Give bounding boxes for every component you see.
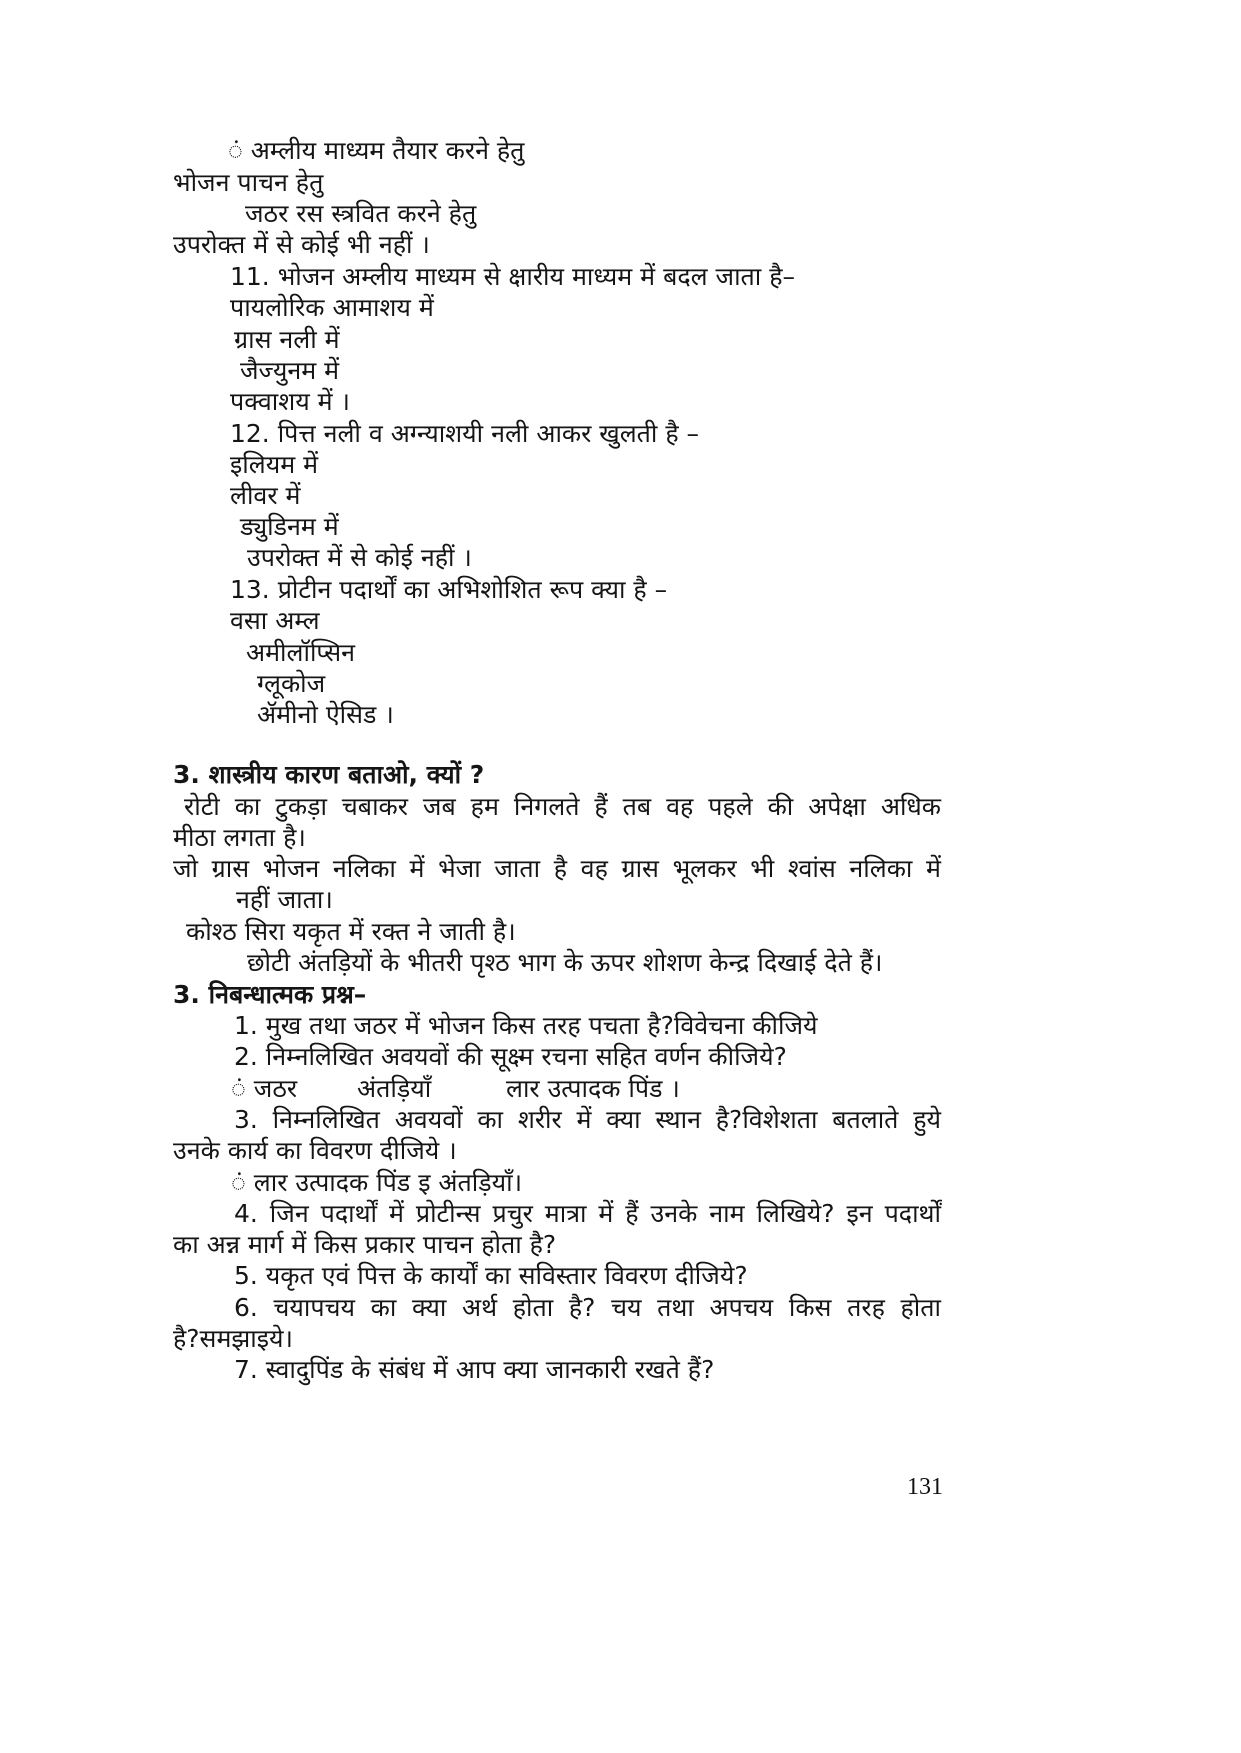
- essay-q3-parts: ं लार उत्पादक पिंड इ अंतड़ियाँ।: [231, 1168, 523, 1197]
- q11-option-a: पायलोरिक आमाशय में: [230, 293, 434, 322]
- essay-q4-line1: 4. जिन पदार्थों में प्रोटीन्स प्रचुर मात्रा में हैं उनके नाम लिखिये? इन पदार्थों: [234, 1199, 941, 1228]
- q13-option-c: ग्लूकोज: [257, 669, 326, 698]
- essay-q4-line2: का अन्न मार्ग में किस प्रकार पाचन होता है?: [173, 1230, 557, 1259]
- q10-option-a: ं अम्लीय माध्यम तैयार करने हेतु: [228, 136, 525, 165]
- q12-option-a: इलियम में: [230, 450, 319, 479]
- q13-option-b: अमीलॉप्सिन: [246, 638, 356, 667]
- essay-q2-part-b: अंतड़ियाँ: [357, 1074, 432, 1103]
- q11-question: 11. भोजन अम्लीय माध्यम से क्षारीय माध्यम में बदल जाता है–: [230, 262, 796, 291]
- essay-q2-part-a: ं जठर: [231, 1074, 298, 1103]
- essay-q7: 7. स्वादुपिंड के संबंध में आप क्या जानकारी रखते हैं?: [234, 1355, 715, 1384]
- essay-q3-line1: 3. निम्नलिखित अवयवों का शरीर में क्या स्थान है?विशेशता बतलाते हुये: [234, 1105, 941, 1134]
- q10-option-d: उपरोक्त में से कोई भी नहीं ।: [173, 230, 430, 259]
- reason-2-line1: जो ग्रास भोजन नलिका में भेजा जाता है वह ग्रास भूलकर भी श्वांस नलिका में: [173, 854, 941, 883]
- q13-option-a: वसा अम्ल: [230, 606, 320, 635]
- q11-option-d: पक्वाशय में ।: [230, 387, 351, 416]
- reason-3: कोश्ठ सिरा यकृत में रक्त ने जाती है।: [186, 917, 516, 946]
- essay-q6-line1: 6. चयापचय का क्या अर्थ होता है? चय तथा अपचय किस तरह होता: [234, 1293, 941, 1322]
- q13-question: 13. प्रोटीन पदार्थों का अभिशोशित रूप क्या है –: [230, 575, 668, 604]
- essay-q3-line2: उनके कार्य का विवरण दीजिये ।: [173, 1136, 457, 1165]
- page-number: 131: [907, 1474, 943, 1500]
- q11-option-c: जैज्युनम में: [240, 356, 340, 385]
- reason-1-line1: रोटी का टुकड़ा चबाकर जब हम निगलते हैं तब वह पहले की अपेक्षा अधिक: [184, 792, 941, 821]
- q12-option-c: ड्युडिनम में: [240, 512, 339, 541]
- reason-2-line2: नहीं जाता।: [236, 885, 333, 914]
- q12-question: 12. पित्त नली व अग्न्याशयी नली आकर खुलती है –: [230, 419, 700, 448]
- reasons-heading: 3. शास्त्रीय कारण बताओ, क्यों ?: [173, 760, 485, 789]
- q12-option-b: लीवर में: [230, 481, 301, 510]
- q10-option-c: जठर रस स्त्रवित करने हेतु: [245, 199, 477, 228]
- reason-4: छोटी अंतड़ियों के भीतरी पृश्ठ भाग के ऊपर शोशण केन्द्र दिखाई देते हैं।: [247, 948, 883, 977]
- q12-option-d: उपरोक्त में से कोई नहीं ।: [247, 543, 472, 572]
- reason-1-line2: मीठा लगता है।: [173, 823, 306, 852]
- q13-option-d: ॲमीनो ऐसिड ।: [257, 700, 394, 729]
- essay-q6-line2: है?समझाइये।: [173, 1324, 294, 1353]
- q11-option-b: ग्रास नली में: [234, 325, 340, 354]
- essay-q5: 5. यकृत एवं पित्त के कार्यों का सविस्तार विवरण दीजिये?: [234, 1261, 748, 1290]
- q10-option-b: भोजन पाचन हेतु: [173, 168, 324, 197]
- essay-q2-part-c: लार उत्पादक पिंड ।: [506, 1074, 680, 1103]
- essay-heading: 3. निबन्धात्मक प्रश्न–: [173, 980, 367, 1009]
- essay-q1: 1. मुख तथा जठर में भोजन किस तरह पचता है?विवेचना कीजिये: [234, 1011, 818, 1040]
- essay-q2: 2. निम्नलिखित अवयवों की सूक्ष्म रचना सहित वर्णन कीजिये?: [234, 1042, 787, 1071]
